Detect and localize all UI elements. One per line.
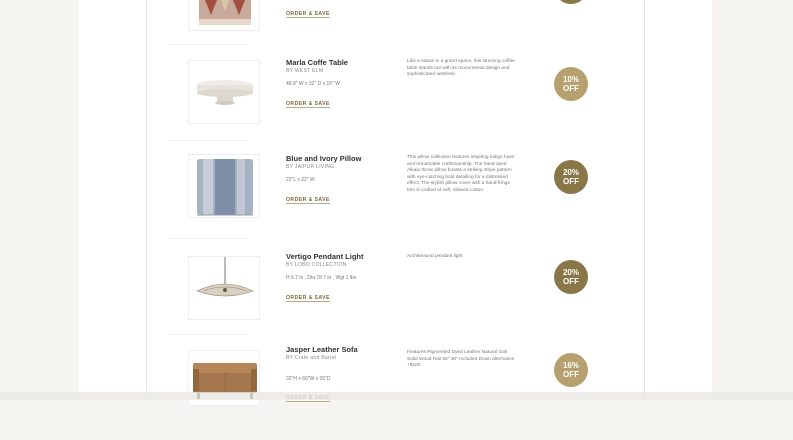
discount-percent: 10% xyxy=(562,75,579,84)
product-brand: BY Crate and Barrel xyxy=(286,355,337,361)
product-brand: BY JAIPUR LIVING xyxy=(286,164,335,170)
discount-off-label: OFF xyxy=(563,370,579,379)
discount-badge xyxy=(554,67,588,101)
product-name[interactable]: Vertigo Pendant Light xyxy=(286,252,364,261)
product-dimensions: H 6.7 in , Dia 78.7 in , Wgt 1 lbs xyxy=(286,275,357,281)
product-dimensions: 22"L x 22" W xyxy=(286,177,315,183)
top-partial-row xyxy=(146,0,643,36)
row-divider xyxy=(168,140,248,141)
product-row xyxy=(146,340,643,440)
row-divider xyxy=(168,238,248,239)
product-row xyxy=(146,50,643,150)
product-thumbnail[interactable] xyxy=(188,256,260,320)
product-dimensions: 48.8" W x 32" D x 15" W xyxy=(286,81,340,87)
product-thumbnail[interactable] xyxy=(188,154,260,218)
discount-badge xyxy=(554,160,588,194)
pillow-icon xyxy=(189,155,261,219)
product-name[interactable]: Marla Coffe Table xyxy=(286,58,348,67)
product-thumbnail[interactable] xyxy=(188,60,260,124)
discount-off-label: OFF xyxy=(563,84,579,93)
discount-badge-partial xyxy=(554,0,588,4)
product-name[interactable]: Blue and Ivory Pillow xyxy=(286,154,362,163)
product-brand: BY LOBO COLLECTION xyxy=(286,262,347,268)
discount-percent: 20% xyxy=(562,168,579,177)
product-description: Like a statue in a grand space, this stunning coffee table stands out with its monumental design and sophisticated aesthetic. xyxy=(407,59,515,78)
discount-badge xyxy=(554,353,588,387)
order-and-save-link[interactable]: ORDER & SAVE xyxy=(286,295,330,301)
rug-thumbnail[interactable] xyxy=(188,0,260,31)
product-description: This pillow collection features inspiring indigo hues and remarkable craftsmanship. The hand-dyed Alkaia throw pillow boasts a striking stripe pattern with eye-catching bold detailing for a distressed effect. The stylish pillow cover with a hand-fringe trim is crafted of soft, relaxed cotton. xyxy=(407,155,515,193)
discount-off-label: OFF xyxy=(563,177,579,186)
order-and-save-link[interactable]: ORDER & SAVE xyxy=(286,101,330,107)
row-divider xyxy=(168,334,248,335)
bottom-scroll-shadow xyxy=(0,392,793,400)
rug-icon xyxy=(189,0,261,32)
product-description: Architectural pendant light. xyxy=(407,254,464,259)
pendant-light-icon xyxy=(189,257,261,321)
discount-badge xyxy=(554,260,588,294)
discount-percent: 20% xyxy=(562,268,579,277)
discount-off-label: OFF xyxy=(563,277,579,286)
row-divider xyxy=(168,44,248,45)
product-row xyxy=(146,146,643,246)
coffee-table-icon xyxy=(189,61,261,125)
product-description: Features Pigmented Dyed Leather Natural Oak Solid Wood Rail 60" 36" Included Down alternative +$100 xyxy=(407,350,515,369)
product-name[interactable]: Jasper Leather Sofa xyxy=(286,345,358,354)
product-dimensions: 32"H x 60"W x 35"D xyxy=(286,376,331,382)
order-and-save-link[interactable]: ORDER & SAVE xyxy=(286,197,330,203)
product-brand: BY WEST ELM xyxy=(286,68,324,74)
discount-percent: 16% xyxy=(562,361,579,370)
product-row xyxy=(146,244,643,344)
order-and-save-link[interactable]: ORDER & SAVE xyxy=(286,11,330,17)
